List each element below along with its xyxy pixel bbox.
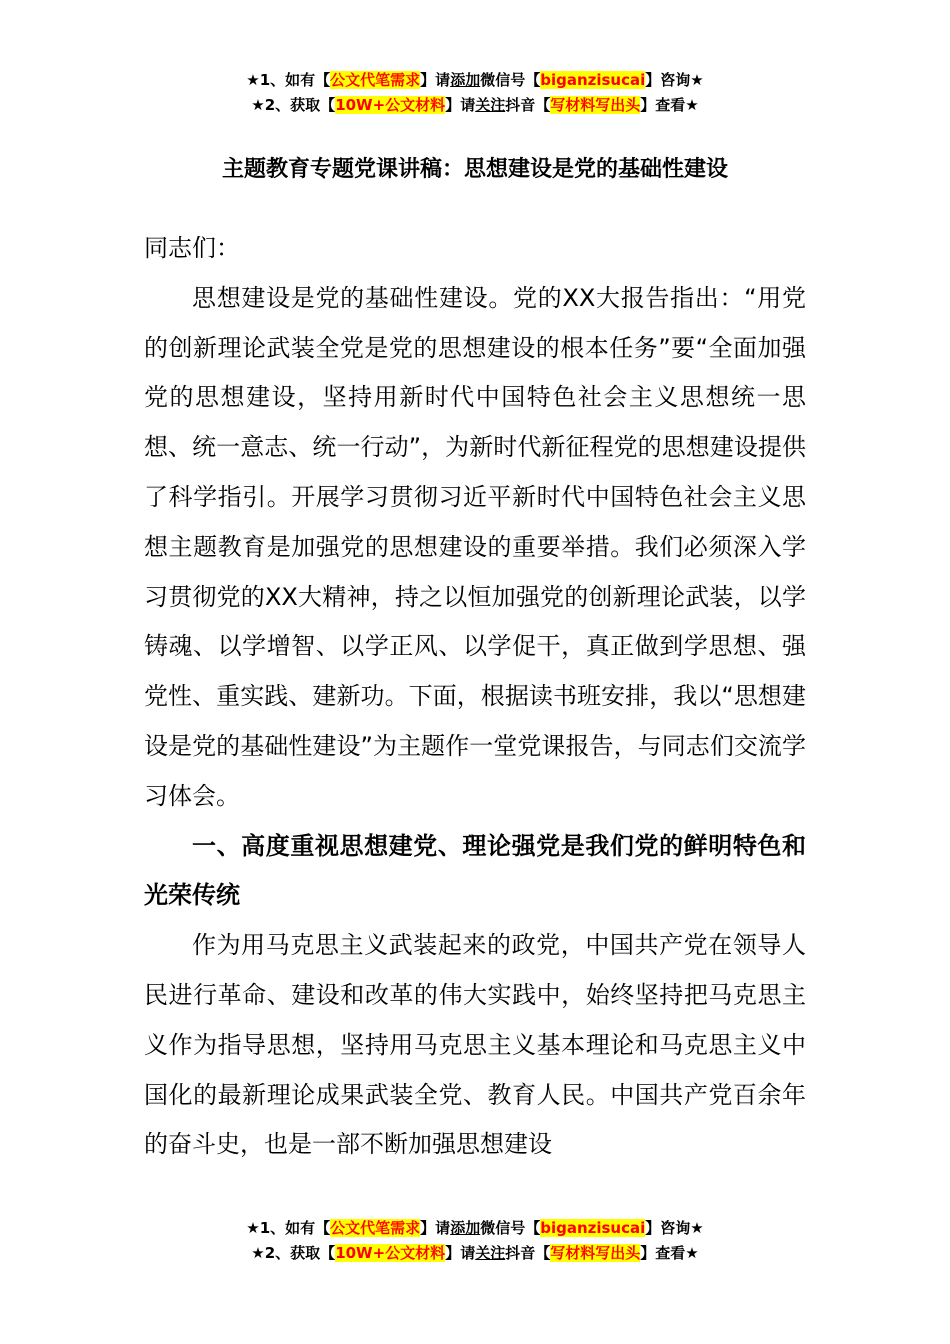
body-paragraph: 作为用马克思主义武装起来的政党，中国共产党在领导人民进行革命、建设和改革的伟大实践中，始终坚持把马克思主义作为指导思想，坚持用马克思主义基本理论和马克思主义中国化的最新理论成果武装全党、教育人民。中国共产党百余年的奋斗史，也是一部不断加强思想建设	[144, 931, 806, 1159]
banner-highlight: 写材料写出头	[550, 96, 641, 114]
banner-line-1: ★1、如有【公文代笔需求】请添加微信号【biganzisucai】咨询★	[246, 1219, 704, 1237]
section-heading: 一、高度重视思想建党、理论强党是我们党的鲜明特色和光荣传统	[144, 831, 806, 910]
intro-paragraph: 思想建设是党的基础性建设。党的XX大报告指出：“用党的创新理论武装全党是党的思想建设的根本任务”要“全面加强党的思想建设，坚持用新时代中国特色社会主义思想统一思想、统一意志、统一行动”，为新时代新征程党的思想建设提供了科学指引。开展学习贯彻习近平新时代中国特色社会主义思想主题教育是加强党的思想建设的重要举措。我们必须深入学习贯彻党的XX大精神，持之以恒加强党的创新理论武装，以学铸魂、以学增智、以学正风、以学促干，真正做到学思想、强党性、重实践、建新功。下面，根据读书班安排，我以“思想建设是党的基础性建设”为主题作一堂党课报告，与同志们交流学习体会。	[144, 283, 806, 810]
top-banner	[0, 68, 950, 118]
bottom-banner	[0, 1216, 950, 1266]
banner-highlight: 10W+公文材料	[335, 96, 446, 114]
banner-line-1: ★1、如有【公文代笔需求】请添加微信号【biganzisucai】咨询★	[246, 71, 704, 89]
banner-highlight: 10W+公文材料	[335, 1244, 446, 1262]
salutation: 同志们：	[144, 234, 240, 262]
banner-highlight: 公文代笔需求	[330, 71, 421, 89]
banner-highlight: 公文代笔需求	[330, 1219, 421, 1237]
banner-highlight: biganzisucai	[540, 1219, 646, 1237]
document-title: 主题教育专题党课讲稿：思想建设是党的基础性建设	[221, 157, 728, 182]
banner-line-2: ★2、获取【10W+公文材料】请关注抖音【写材料写出头】查看★	[251, 96, 699, 114]
banner-highlight: 写材料写出头	[550, 1244, 641, 1262]
banner-highlight: biganzisucai	[540, 71, 646, 89]
banner-line-2: ★2、获取【10W+公文材料】请关注抖音【写材料写出头】查看★	[251, 1244, 699, 1262]
document-body	[144, 224, 806, 1170]
